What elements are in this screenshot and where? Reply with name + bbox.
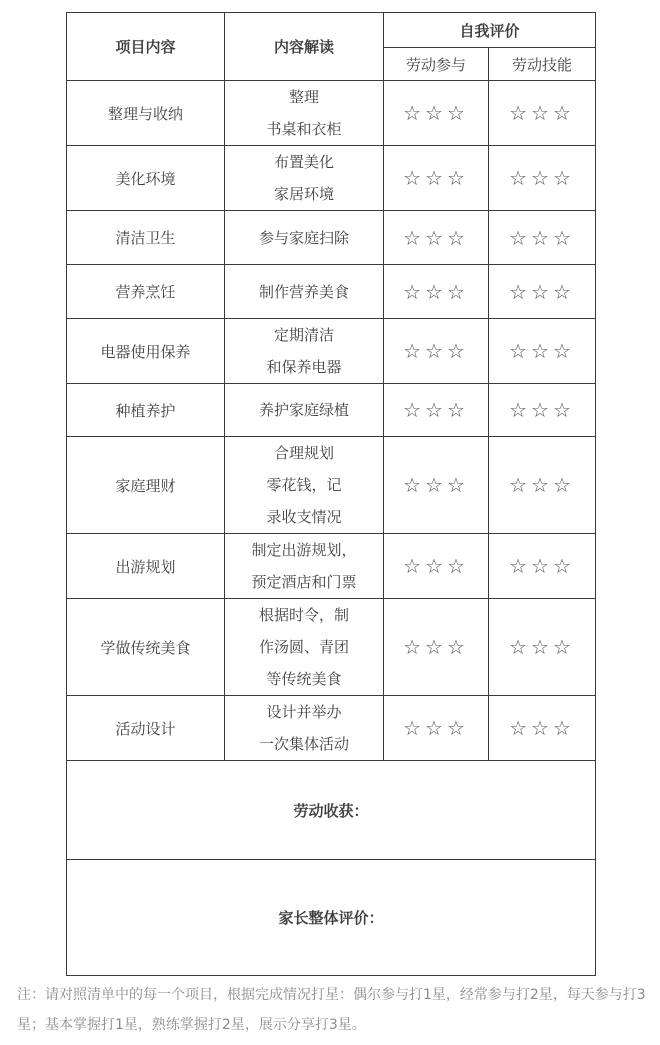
- item-description: [225, 384, 384, 437]
- description-line: 制定出游规划，: [251, 541, 357, 559]
- star-rating-icon[interactable]: ☆☆☆: [403, 279, 469, 304]
- skill-rating-cell: [489, 319, 596, 384]
- description-line: 录收支情况: [266, 508, 342, 526]
- item-name: 营养烹饪: [67, 265, 225, 319]
- description-line: 整理: [288, 88, 319, 106]
- participation-rating-cell: [384, 437, 489, 534]
- description-line: 制作营养美食: [258, 282, 349, 301]
- item-name: 出游规划: [67, 534, 225, 599]
- star-rating-icon[interactable]: ☆☆☆: [509, 225, 575, 250]
- table-row: [67, 146, 596, 211]
- skill-rating-cell: [489, 384, 596, 437]
- header-participation: 劳动参与: [384, 48, 489, 81]
- skill-rating-cell: [489, 696, 596, 761]
- item-name: 整理与收纳: [67, 81, 225, 146]
- description-line: 布置美化: [273, 153, 334, 171]
- description-line: 和保养电器: [266, 358, 342, 376]
- item-name: 美化环境: [67, 146, 225, 211]
- table-row: [67, 81, 596, 146]
- star-rating-icon[interactable]: ☆☆☆: [509, 398, 575, 422]
- header-item: 项目内容: [67, 13, 225, 81]
- participation-rating-cell: [384, 265, 489, 319]
- star-rating-icon[interactable]: ☆☆☆: [403, 398, 469, 422]
- star-rating-icon[interactable]: ☆☆☆: [403, 554, 469, 578]
- skill-rating-cell: [489, 437, 596, 534]
- star-rating-icon[interactable]: ☆☆☆: [509, 716, 575, 740]
- skill-rating-cell: [489, 534, 596, 599]
- description-line: 设计并举办: [266, 703, 342, 721]
- star-rating-icon[interactable]: ☆☆☆: [403, 166, 469, 190]
- skill-rating-cell: [489, 211, 596, 265]
- participation-rating-cell: [384, 696, 489, 761]
- description-line: 根据时令，制: [258, 606, 349, 624]
- star-rating-icon[interactable]: ☆☆☆: [403, 473, 469, 497]
- item-description: [225, 265, 384, 319]
- header-description: 内容解读: [225, 13, 384, 81]
- parent-evaluation-label: 家长整体评价：: [278, 909, 384, 927]
- table-row: [67, 265, 596, 319]
- item-name: 家庭理财: [67, 437, 225, 534]
- star-rating-icon[interactable]: ☆☆☆: [509, 554, 575, 578]
- table-row: [67, 211, 596, 265]
- participation-rating-cell: [384, 534, 489, 599]
- description-line: 定期清洁: [273, 326, 334, 344]
- skill-rating-cell: [489, 81, 596, 146]
- header-self-evaluation: 自我评价: [384, 13, 596, 48]
- participation-rating-cell: [384, 319, 489, 384]
- harvest-cell[interactable]: [67, 761, 596, 860]
- table-row: [67, 534, 596, 599]
- description-line: 预定酒店和门票: [251, 573, 357, 591]
- star-rating-icon[interactable]: ☆☆☆: [403, 225, 469, 250]
- item-description: [225, 599, 384, 696]
- star-rating-icon[interactable]: ☆☆☆: [403, 635, 469, 659]
- item-name: 电器使用保养: [67, 319, 225, 384]
- item-name: 清洁卫生: [67, 211, 225, 265]
- item-description: [225, 319, 384, 384]
- description-line: 家居环境: [273, 185, 334, 203]
- item-description: [225, 146, 384, 211]
- star-rating-icon[interactable]: ☆☆☆: [509, 339, 575, 363]
- table-row: [67, 319, 596, 384]
- star-rating-icon[interactable]: ☆☆☆: [509, 279, 575, 304]
- participation-rating-cell: [384, 146, 489, 211]
- table-row: [67, 437, 596, 534]
- table-body: [67, 81, 596, 761]
- description-line: 零花钱，记: [266, 476, 342, 494]
- star-rating-icon[interactable]: ☆☆☆: [509, 101, 575, 125]
- labor-evaluation-table: [66, 12, 596, 976]
- footnote: 注：请对照清单中的每一个项目，根据完成情况打星：偶尔参与打1星，经常参与打2星，每天参与打3星；基本掌握打1星，熟练掌握打2星，展示分享打3星。: [17, 987, 646, 1033]
- star-rating-icon[interactable]: ☆☆☆: [509, 473, 575, 497]
- header-skill: 劳动技能: [489, 48, 596, 81]
- table-row: [67, 599, 596, 696]
- item-description: [225, 81, 384, 146]
- description-line: 养护家庭绿植: [258, 401, 349, 419]
- item-description: [225, 534, 384, 599]
- description-line: 书桌和衣柜: [266, 120, 342, 138]
- harvest-label: 劳动收获：: [293, 801, 369, 820]
- skill-rating-cell: [489, 265, 596, 319]
- description-line: 等传统美食: [266, 670, 342, 688]
- participation-rating-cell: [384, 599, 489, 696]
- item-name: 活动设计: [67, 696, 225, 761]
- participation-rating-cell: [384, 81, 489, 146]
- participation-rating-cell: [384, 384, 489, 437]
- skill-rating-cell: [489, 146, 596, 211]
- description-line: 参与家庭扫除: [258, 228, 349, 247]
- item-description: [225, 437, 384, 534]
- participation-rating-cell: [384, 211, 489, 265]
- table-row: [67, 696, 596, 761]
- star-rating-icon[interactable]: ☆☆☆: [403, 716, 469, 740]
- table-row: [67, 384, 596, 437]
- description-line: 一次集体活动: [258, 735, 349, 753]
- item-name: 学做传统美食: [67, 599, 225, 696]
- item-description: [225, 211, 384, 265]
- star-rating-icon[interactable]: ☆☆☆: [509, 166, 575, 190]
- skill-rating-cell: [489, 599, 596, 696]
- description-line: 合理规划: [273, 444, 334, 462]
- star-rating-icon[interactable]: ☆☆☆: [509, 635, 575, 659]
- star-rating-icon[interactable]: ☆☆☆: [403, 101, 469, 125]
- parent-evaluation-cell[interactable]: [67, 860, 596, 976]
- description-line: 作汤圆、青团: [258, 638, 349, 656]
- star-rating-icon[interactable]: ☆☆☆: [403, 339, 469, 363]
- item-name: 种植养护: [67, 384, 225, 437]
- item-description: [225, 696, 384, 761]
